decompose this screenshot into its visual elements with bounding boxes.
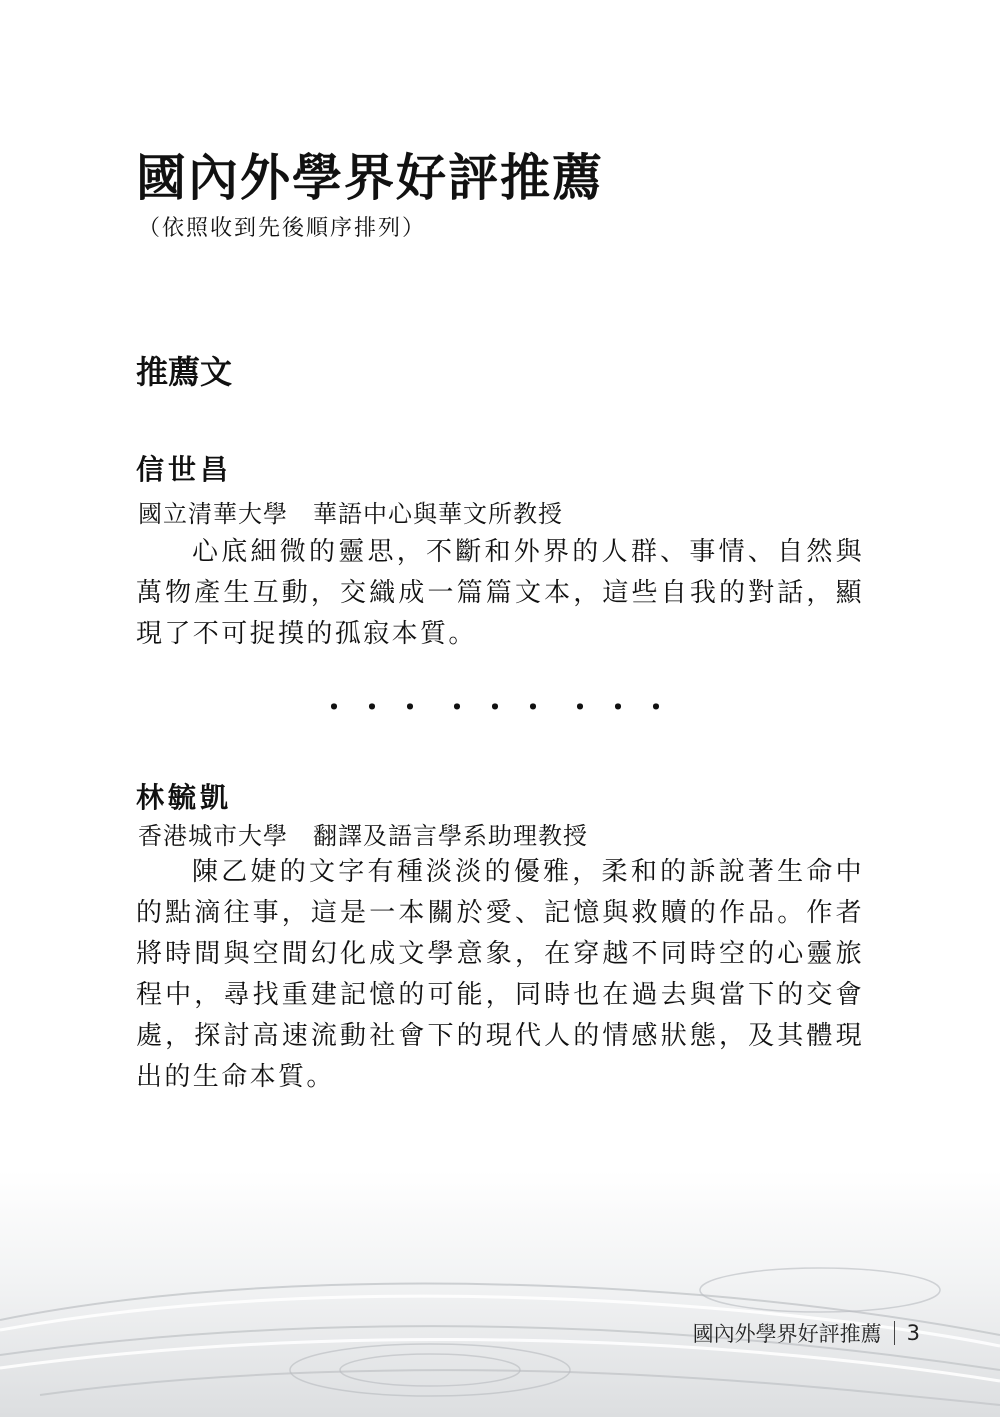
separator-dots: ・・・ [442, 691, 557, 724]
recommendation-text: 心底細微的靈思，不斷和外界的人群、事情、自然與萬物產生互動，交織成一篇篇文本，這些自我的對話，顯現了不可捉摸的孤寂本質。 [136, 537, 864, 649]
recommendation-text: 陳乙婕的文字有種淡淡的優雅，柔和的訴說著生命中的點滴往事，這是一本關於愛、記憶與救贖的作品。作者將時間與空間幻化成文學意象，在穿越不同時空的心靈旅程中，尋找重建記憶的可能，同時也在過去與當下的交會處，探討高速流動社會下的現代人的情感狀態，及其體現出的生命本質。 [136, 857, 864, 1092]
recommender-affiliation: 香港城市大學 翻譯及語言學系助理教授 [138, 822, 588, 850]
separator-dots: ・・・ [320, 691, 435, 724]
section-separator [320, 688, 680, 728]
page-title: 國內外學界好評推薦 [136, 148, 604, 207]
separator-dots: ・・・ [565, 691, 680, 724]
running-title: 國內外學界好評推薦 [692, 1322, 882, 1346]
recommender-affiliation: 國立清華大學 華語中心與華文所教授 [138, 500, 563, 528]
recommender-name: 林毓凱 [136, 781, 233, 814]
page-subtitle: （依照收到先後順序排列） [138, 216, 427, 241]
section-heading: 推薦文 [136, 353, 233, 391]
water-ripple-background [0, 1170, 1000, 1417]
page-footer [693, 1318, 920, 1348]
footer-divider [894, 1321, 895, 1345]
page-number: 3 [906, 1321, 920, 1345]
recommender-name: 信世昌 [136, 453, 233, 486]
